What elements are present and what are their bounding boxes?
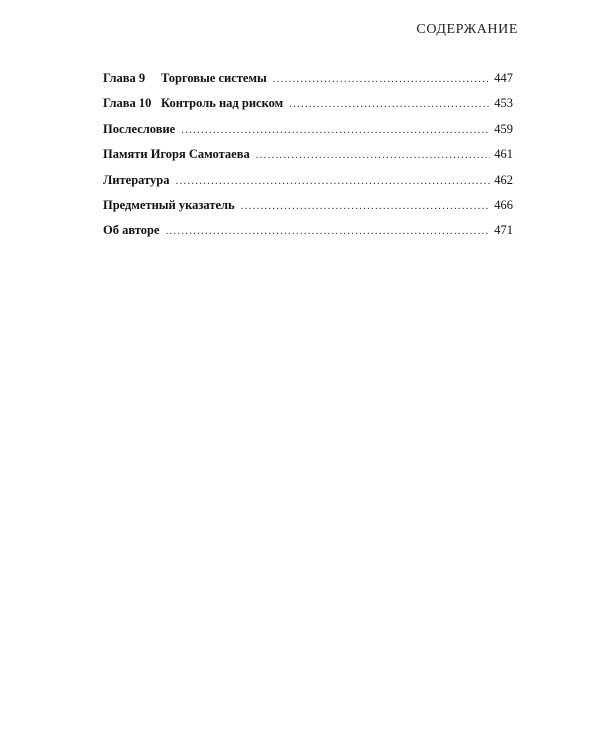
toc-entry-chapter-10[interactable] xyxy=(103,95,513,120)
toc-entry-title: Послесловие xyxy=(103,121,176,136)
toc-entry-page: 471 xyxy=(494,223,513,238)
toc-entry-number: Глава 9 xyxy=(103,71,146,85)
dot-leader xyxy=(181,122,490,138)
dot-leader xyxy=(273,71,491,87)
toc-entry-number: Глава 10 xyxy=(103,96,152,111)
running-head: СОДЕРЖАНИЕ xyxy=(416,22,518,37)
dot-leader xyxy=(166,223,491,239)
toc-entry-title: Памяти Игоря Самотаева xyxy=(103,147,250,162)
toc-entry-title: Об авторе xyxy=(103,223,160,238)
table-of-contents xyxy=(103,70,513,248)
toc-entry-title: Предметный указатель xyxy=(103,197,235,212)
toc-entry-title: Литература xyxy=(103,172,170,187)
toc-entry-page: 447 xyxy=(494,71,513,85)
toc-entry-title: Торговые системы xyxy=(161,71,267,85)
dot-leader xyxy=(256,147,491,163)
toc-entry-title: Контроль над риском xyxy=(161,96,284,111)
toc-entry-page: 453 xyxy=(494,96,513,111)
toc-entry-page: 462 xyxy=(494,172,513,187)
toc-entry-page: 461 xyxy=(494,147,513,162)
toc-entry-chapter-9[interactable] xyxy=(103,70,513,95)
toc-entry-subject-index[interactable] xyxy=(103,197,513,222)
toc-entry-afterword[interactable] xyxy=(103,121,513,146)
dot-leader xyxy=(176,173,491,189)
toc-entry-page: 459 xyxy=(494,121,513,136)
toc-entry-literature[interactable] xyxy=(103,172,513,197)
dot-leader xyxy=(241,198,491,214)
toc-entry-page: 466 xyxy=(494,197,513,212)
toc-entry-memorial[interactable] xyxy=(103,146,513,171)
dot-leader xyxy=(289,96,490,112)
toc-entry-about-author[interactable] xyxy=(103,222,513,247)
